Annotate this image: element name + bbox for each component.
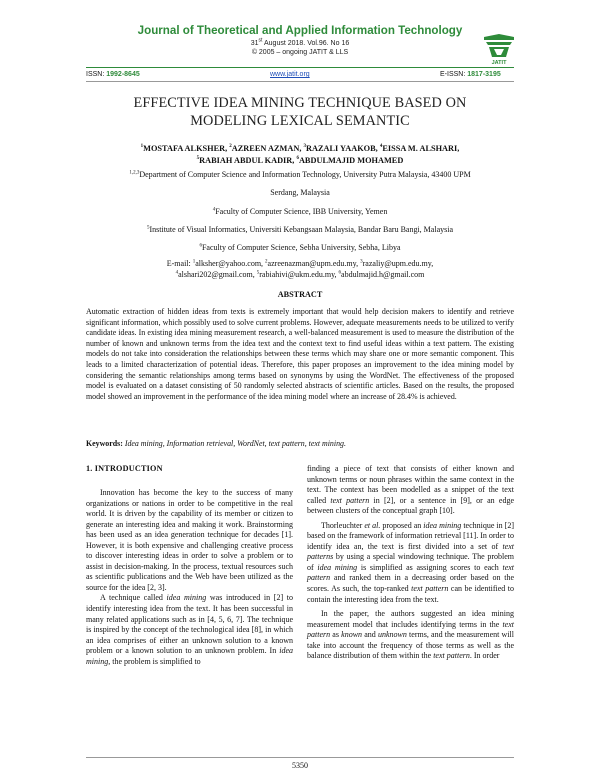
affiliation-5: $^5$Institute of Visual Informatics, Universiti Kebangsaan Malaysia, Bandar Baru Bangi, Malaysia xyxy=(146,225,454,234)
abstract-text: Automatic extraction of hidden ideas from texts is extremely important that would help decision makers to identify and retrieve significant information, which possibly used to solve current problems. However, adequate measurements needs to be utilized to verify candidate ideas. In existing idea mining measurement research, a well-balanced measurement is used to measure the distribution of the number of known and unknown terms from the idea text and the context text to find useful ideas within a text pattern. The existing models do not take into consideration the relationships between these terms which may share one or more semantic component. This leads to a limited characterization of potential ideas. Therefore, this paper proposes an improvement to the idea mining model by considering the semantic relationships among terms based on synonyms by using the WordNet. The effectiveness of the proposed model is evaluated on a dataset consisting of 50 randomly selected abstracts of scientific articles. Based on the results, the proposed model showed an improvement in the performance of the idea mining model where an increase of 28.4% is achieved. xyxy=(86,307,514,401)
paragraph: finding a piece of text that consists of either known and unknown terms or noun phrases within the same context in the text. The context has been modelled as a snippet of the text called text pattern in [2], or a sentence in [9], or an edge between clusters of the conceptual graph [10]. xyxy=(307,464,515,516)
email-address[interactable]: alshari202@gmail.com, xyxy=(178,270,255,279)
body-column-left xyxy=(86,488,293,667)
email-address[interactable]: rabiahivi@ukm.edu.my, xyxy=(259,270,337,279)
affiliation-1: $^{1,2,3}$Department of Computer Science and Information Technology, University Putra Malaysia, 43400 UPM xyxy=(129,170,471,179)
email-address[interactable]: alksher@yahoo.com, xyxy=(195,259,264,268)
copyright-line: © 2005 – ongoing JATIT & LLS xyxy=(251,49,349,56)
eissn-label: E-ISSN: xyxy=(440,71,466,78)
keywords-list: Idea mining, Information retrieval, WordNet, text pattern, text mining. xyxy=(124,439,346,448)
body-column-right xyxy=(307,464,514,662)
paper-title-line-2: MODELING LEXICAL SEMANTIC xyxy=(190,113,410,129)
issn-label: ISSN: xyxy=(86,71,105,78)
keywords xyxy=(86,439,514,448)
issn-value: 1992-8645 xyxy=(106,71,140,78)
section-heading-introduction: 1. INTRODUCTION xyxy=(86,464,163,473)
jatit-logo xyxy=(480,33,518,67)
author-line-2: $^5$RABIAH ABDUL KADIR, $^6$ABDULMAJID MOHAMED xyxy=(196,155,404,165)
issue-rest: August 2018. Vol.96. No 16 xyxy=(264,40,350,47)
email-line-2: $^4$alshari202@gmail.com, $^5$rabiahivi@ukm.edu.my, $^6$abdulmajid.h@gmail.com xyxy=(175,270,425,279)
paragraph: A technique called idea mining was introduced in [2] to identify interesting idea from the text. It has been successful in many related applications such as in [4, 5, 6, 7]. The technique is inspired by the concept of the technological idea [8], in which an idea comprises of either an unknown solution to a known problem or a known solution to an unknown problem. In idea mining, the problem is simplified to xyxy=(86,593,293,666)
header-divider-2 xyxy=(86,81,514,82)
paper-title xyxy=(60,94,540,130)
jatit-logo-icon xyxy=(480,33,518,67)
email-line-1: E-mail: $^1$alksher@yahoo.com, $^2$azreenazman@upm.edu.my, $^3$razaliy@upm.edu.my, xyxy=(166,259,434,268)
paragraph: In the paper, the authors suggested an idea mining measurement model that includes identifying terms in the text pattern as known and unknown terms, and the measurement will take into account the frequency of those terms as well as the balance distribution of them within the text pattern. In order xyxy=(307,609,514,661)
author-name: MOSTAFA ALKSHER, xyxy=(143,144,228,153)
abstract-heading: ABSTRACT xyxy=(277,290,323,299)
paragraph: Thorleuchter et al. proposed an idea mining technique in [2] based on the framework of information retrieval [11]. In order to identify idea an, the text is first divided into a set of text patterns by using a special windowing technique. The problem of idea mining is simplified as assigning scores to each text pattern and ranked them in a decreasing order based on the scores. As such, the top-ranked text pattern can be identified to contain the interesting idea from the text. xyxy=(307,520,515,604)
email-label: E-mail: xyxy=(166,259,191,268)
author-list xyxy=(60,143,540,166)
email-address[interactable]: azreenazman@upm.edu.my, xyxy=(267,259,359,268)
issn xyxy=(86,71,140,78)
eissn xyxy=(440,71,501,78)
page-number: 5350 xyxy=(292,761,308,770)
author-name: EISSA M. ALSHARI, xyxy=(382,144,460,153)
paragraph: Innovation has become the key to the success of many organizations or nations in order to be competitive in the real world. It is driven by the capability of its member or citizen to generate an interesting idea and making it work. Brainstorming has been used as an idea generation technique for decades [1]. However, it is both expensive and challenging creative process to discover interesting ideas in order to solve a problem or to assist in decision-making. In the process, textual resources such as scientific publications and the Web have been utilized as the source for the idea [2, 3]. xyxy=(86,488,293,592)
journal-title: Journal of Theoretical and Applied Information Technology xyxy=(137,24,463,37)
journal-url-link[interactable]: www.jatit.org xyxy=(270,71,310,78)
eissn-value: 1817-3195 xyxy=(467,71,501,78)
affiliation-4: $^4$Faculty of Computer Science, IBB University, Yemen xyxy=(212,207,388,216)
logo-text: JATIT xyxy=(491,60,507,66)
author-name: RABIAH ABDUL KADIR, xyxy=(199,155,295,165)
affiliation-6: $^6$Faculty of Computer Science, Sebha University, Sebha, Libya xyxy=(199,243,401,252)
author-line-1: $^1$MOSTAFA ALKSHER, $^2$AZREEN AZMAN, $^3$RAZALI YAAKOB, $^4$EISSA M. ALSHARI, xyxy=(140,144,460,153)
footer-divider xyxy=(86,757,514,758)
paper-title-line-1: EFFECTIVE IDEA MINING TECHNIQUE BASED ON xyxy=(133,95,467,111)
author-name: RAZALI YAAKOB, xyxy=(305,144,378,153)
issue-day: 31 xyxy=(250,40,259,47)
email-address[interactable]: razaliy@upm.edu.my, xyxy=(362,259,434,268)
affiliation-1-cont: Serdang, Malaysia xyxy=(270,188,330,197)
author-name: AZREEN AZMAN, xyxy=(231,144,302,153)
issue-day-suffix: st xyxy=(258,37,263,44)
header-divider xyxy=(86,67,514,68)
email-address[interactable]: abdulmajid.h@gmail.com xyxy=(341,270,425,279)
author-name: ABDULMAJID MOHAMED xyxy=(298,155,404,165)
keywords-label: Keywords: xyxy=(86,439,123,448)
